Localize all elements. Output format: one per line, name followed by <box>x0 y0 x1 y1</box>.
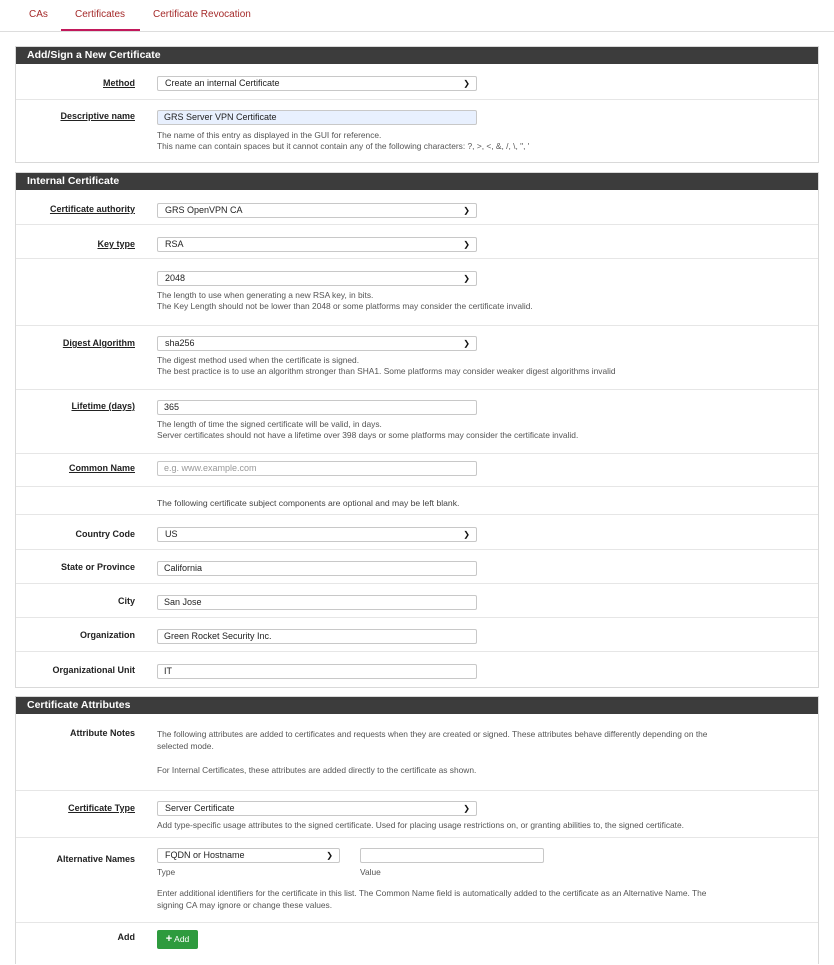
help-line: signing CA may ignore or change these values. <box>157 900 333 910</box>
certificate-type-row <box>16 790 818 837</box>
lifetime-input[interactable]: 365 <box>157 400 477 415</box>
keytype-value: RSA <box>165 239 184 249</box>
help-line: Enter additional identifiers for the certificate in this list. The Common Name field is automatically added to the certificate as an Alternative Name. The <box>157 888 707 898</box>
organization-input[interactable]: Green Rocket Security Inc. <box>157 629 477 644</box>
help-line: The following attributes are added to certificates and requests when they are created or signed. These attributes behave differently depending on the <box>157 729 708 739</box>
certificate-type-value: Server Certificate <box>165 803 235 813</box>
alternative-names-label: Alternative Names <box>56 854 135 864</box>
chevron-down-icon: ❯ <box>326 851 333 860</box>
method-value: Create an internal Certificate <box>165 78 280 88</box>
help-line: The Key Length should not be lower than 2048 or some platforms may consider the certificate invalid. <box>157 301 533 311</box>
add-button-label: Add <box>174 934 190 944</box>
country-row <box>16 514 818 549</box>
add-row <box>16 922 818 965</box>
help-line: For Internal Certificates, these attributes are added directly to the certificate as shown. <box>157 765 477 775</box>
chevron-down-icon: ❯ <box>463 240 470 249</box>
digest-row <box>16 325 818 389</box>
city-row <box>16 583 818 617</box>
help-line: The name of this entry as displayed in the GUI for reference. <box>157 130 382 140</box>
keylength-row <box>16 258 818 325</box>
country-value: US <box>165 529 178 539</box>
add-label: Add <box>117 932 135 942</box>
keylength-select[interactable] <box>157 271 477 286</box>
descriptive-name-label[interactable]: Descriptive name <box>60 111 135 121</box>
keylength-help <box>157 290 533 312</box>
ca-label[interactable]: Certificate authority <box>49 204 135 214</box>
lifetime-help <box>157 419 578 441</box>
digest-label[interactable]: Digest Algorithm <box>62 338 135 348</box>
attribute-notes-row <box>16 714 818 790</box>
certificate-type-help: Add type-specific usage attributes to the signed certificate. Used for placing usage restrictions on, or granting abilities to, the signed certificate. <box>157 820 684 830</box>
descriptive-name-help <box>157 130 529 152</box>
chevron-down-icon: ❯ <box>463 206 470 215</box>
state-input[interactable]: California <box>157 561 477 576</box>
digest-value: sha256 <box>165 338 195 348</box>
country-label: Country Code <box>75 529 135 539</box>
plus-icon: + <box>165 933 173 945</box>
common-name-row <box>16 453 818 486</box>
alt-name-type-caption: Type <box>157 867 176 877</box>
state-label: State or Province <box>60 562 135 572</box>
city-input[interactable]: San Jose <box>157 595 477 610</box>
digest-help <box>157 355 616 377</box>
help-line: The length to use when generating a new RSA key, in bits. <box>157 290 374 300</box>
chevron-down-icon: ❯ <box>463 804 470 813</box>
help-line: The length of time the signed certificate will be valid, in days. <box>157 419 382 429</box>
internal-certificate-panel <box>15 172 819 688</box>
panel-title: Certificate Attributes <box>16 697 818 714</box>
certificate-type-label[interactable]: Certificate Type <box>68 803 135 813</box>
organization-label: Organization <box>79 630 135 640</box>
org-unit-input[interactable]: IT <box>157 664 477 679</box>
alternative-names-row <box>16 837 818 922</box>
state-row <box>16 549 818 583</box>
digest-select[interactable] <box>157 336 477 351</box>
method-row <box>16 64 818 99</box>
help-line: Server certificates should not have a lifetime over 398 days or some platforms may consider the certificate invalid. <box>157 430 579 440</box>
help-line: The best practice is to use an algorithm stronger than SHA1. Some platforms may consider weaker digest algorithms invalid <box>157 366 616 376</box>
keytype-select[interactable] <box>157 237 477 252</box>
chevron-down-icon: ❯ <box>463 530 470 539</box>
help-line: selected mode. <box>157 741 214 751</box>
alt-name-type-select[interactable] <box>157 848 340 863</box>
optional-note: The following certificate subject components are optional and may be left blank. <box>157 498 460 508</box>
common-name-label[interactable]: Common Name <box>68 463 135 473</box>
help-line: This name can contain spaces but it cannot contain any of the following characters: ?, >, <, &, /, \, ", ' <box>157 141 530 151</box>
optional-note-row <box>16 486 818 514</box>
tab-bar <box>0 0 834 32</box>
organization-row <box>16 617 818 651</box>
org-unit-label: Organizational Unit <box>52 665 135 675</box>
lifetime-label[interactable]: Lifetime (days) <box>71 401 135 411</box>
help-line: The digest method used when the certificate is signed. <box>157 355 360 365</box>
panel-title: Internal Certificate <box>16 173 818 190</box>
keytype-label[interactable]: Key type <box>97 239 135 249</box>
certificate-attributes-panel <box>15 696 819 964</box>
ca-row <box>16 190 818 224</box>
panel-title: Add/Sign a New Certificate <box>16 47 818 64</box>
add-button[interactable] <box>157 930 198 949</box>
keytype-row <box>16 224 818 258</box>
country-select[interactable] <box>157 527 477 542</box>
tab-certificates[interactable]: Certificates <box>75 9 126 20</box>
org-unit-row <box>16 651 818 688</box>
alt-name-value-caption: Value <box>360 867 381 877</box>
alt-name-value-input[interactable] <box>360 848 544 863</box>
method-select[interactable] <box>157 76 477 91</box>
descriptive-name-input[interactable]: GRS Server VPN Certificate <box>157 110 477 125</box>
tab-cas[interactable]: CAs <box>29 9 48 20</box>
tab-certificate-revocation[interactable]: Certificate Revocation <box>153 9 251 20</box>
add-sign-panel <box>15 46 819 163</box>
city-label: City <box>117 596 135 606</box>
ca-value: GRS OpenVPN CA <box>165 205 243 215</box>
lifetime-row <box>16 389 818 453</box>
certificate-type-select[interactable] <box>157 801 477 816</box>
chevron-down-icon: ❯ <box>463 339 470 348</box>
alt-name-type-value: FQDN or Hostname <box>165 850 245 860</box>
ca-select[interactable] <box>157 203 477 218</box>
alternative-names-help <box>157 887 706 911</box>
active-tab-indicator <box>61 29 140 31</box>
chevron-down-icon: ❯ <box>463 79 470 88</box>
keylength-value: 2048 <box>165 273 186 283</box>
attribute-notes-text <box>157 728 707 776</box>
common-name-input[interactable]: e.g. www.example.com <box>157 461 477 476</box>
method-label[interactable]: Method <box>103 78 135 88</box>
descriptive-name-row <box>16 99 818 163</box>
attribute-notes-label: Attribute Notes <box>70 728 135 738</box>
chevron-down-icon: ❯ <box>463 274 470 283</box>
